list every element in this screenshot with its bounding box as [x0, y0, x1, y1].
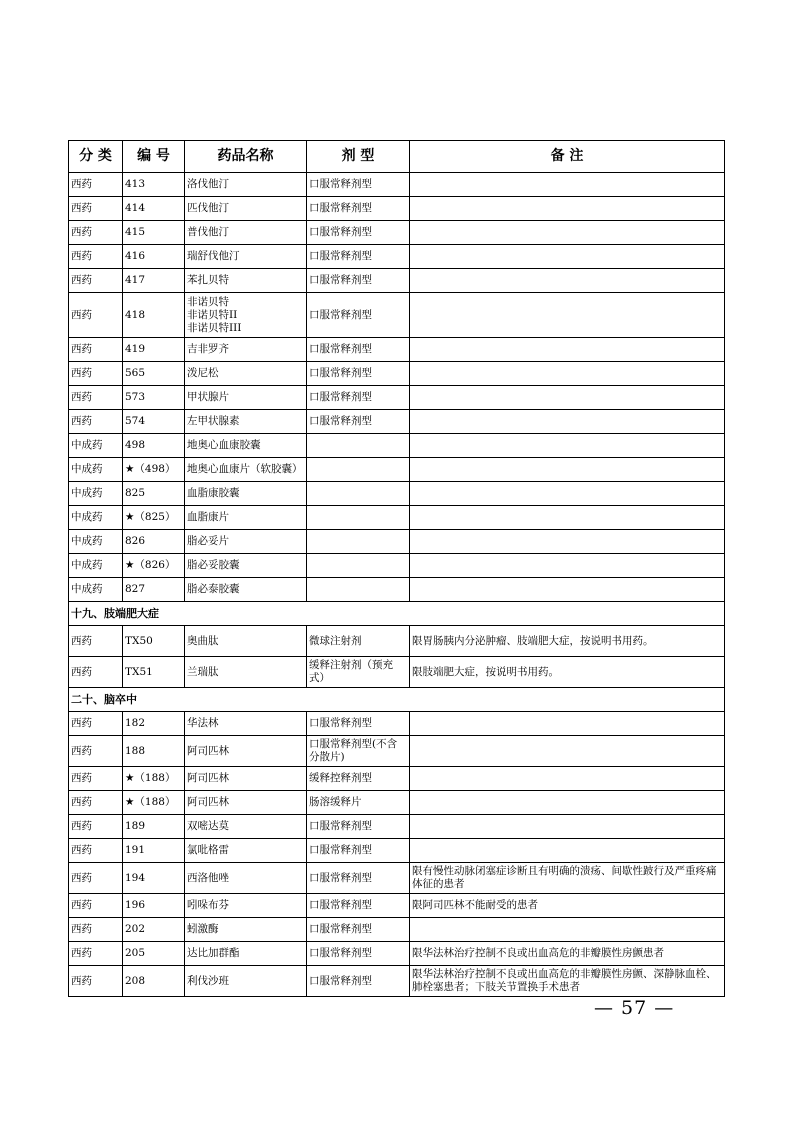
cell-drug-name: 氯吡格雷: [185, 839, 307, 863]
drug-table: [68, 140, 725, 997]
header-dosage-form: 剂 型: [307, 141, 410, 173]
cell-drug-name: 洛伐他汀: [185, 173, 307, 197]
cell-category: 中成药: [69, 554, 123, 578]
cell-category: 西药: [69, 791, 123, 815]
cell-number: 417: [123, 269, 185, 293]
section-row: [69, 688, 725, 712]
cell-category: 西药: [69, 173, 123, 197]
cell-drug-name: 脂必妥片: [185, 530, 307, 554]
cell-category: 西药: [69, 197, 123, 221]
table-row: [69, 863, 725, 894]
cell-drug-name: 匹伐他汀: [185, 197, 307, 221]
table-row: [69, 791, 725, 815]
cell-number: 574: [123, 410, 185, 434]
cell-drug-name: 吉非罗齐: [185, 338, 307, 362]
cell-number: ★（188）: [123, 767, 185, 791]
cell-number: 827: [123, 578, 185, 602]
cell-remark: [410, 197, 725, 221]
cell-number: ★（498）: [123, 458, 185, 482]
cell-drug-name: 利伐沙班: [185, 966, 307, 997]
cell-dosage-form: 口服常释剂型: [307, 815, 410, 839]
table-row: [69, 554, 725, 578]
cell-drug-name: 阿司匹林: [185, 767, 307, 791]
cell-dosage-form: 口服常释剂型: [307, 712, 410, 736]
cell-number: 189: [123, 815, 185, 839]
cell-category: 中成药: [69, 458, 123, 482]
cell-dosage-form: 口服常释剂型: [307, 942, 410, 966]
cell-drug-name: 脂必泰胶囊: [185, 578, 307, 602]
cell-remark: [410, 767, 725, 791]
cell-category: 西药: [69, 657, 123, 688]
cell-number: 194: [123, 863, 185, 894]
cell-dosage-form: [307, 554, 410, 578]
cell-drug-name: 血脂康片: [185, 506, 307, 530]
cell-number: 208: [123, 966, 185, 997]
cell-number: 416: [123, 245, 185, 269]
cell-dosage-form: 缓释控释剂型: [307, 767, 410, 791]
cell-remark: [410, 293, 725, 338]
cell-drug-name: 脂必妥胶囊: [185, 554, 307, 578]
cell-dosage-form: 口服常释剂型: [307, 221, 410, 245]
cell-category: 中成药: [69, 530, 123, 554]
cell-dosage-form: [307, 530, 410, 554]
table-row: [69, 626, 725, 657]
cell-dosage-form: 口服常释剂型: [307, 918, 410, 942]
table-row: [69, 410, 725, 434]
cell-remark: [410, 245, 725, 269]
cell-category: 西药: [69, 386, 123, 410]
cell-category: 西药: [69, 362, 123, 386]
cell-number: ★（826）: [123, 554, 185, 578]
cell-category: 中成药: [69, 434, 123, 458]
cell-dosage-form: 口服常释剂型: [307, 293, 410, 338]
header-category: 分 类: [69, 141, 123, 173]
cell-dosage-form: 口服常释剂型: [307, 269, 410, 293]
cell-number: TX50: [123, 626, 185, 657]
cell-remark: 限肢端肥大症，按说明书用药。: [410, 657, 725, 688]
cell-drug-name: 地奥心血康片（软胶囊）: [185, 458, 307, 482]
cell-dosage-form: [307, 434, 410, 458]
cell-category: 西药: [69, 338, 123, 362]
cell-drug-name: 瑞舒伐他汀: [185, 245, 307, 269]
cell-category: 西药: [69, 736, 123, 767]
cell-number: TX51: [123, 657, 185, 688]
cell-number: 418: [123, 293, 185, 338]
cell-remark: [410, 815, 725, 839]
drug-name-line: 非诺贝特III: [187, 321, 242, 334]
cell-category: 西药: [69, 966, 123, 997]
header-remarks: 备 注: [410, 141, 725, 173]
cell-number: 825: [123, 482, 185, 506]
table-row: [69, 506, 725, 530]
cell-remark: [410, 269, 725, 293]
cell-category: 中成药: [69, 482, 123, 506]
cell-drug-name: 蚓激酶: [185, 918, 307, 942]
cell-category: 西药: [69, 839, 123, 863]
table-row: [69, 942, 725, 966]
cell-dosage-form: 口服常释剂型: [307, 173, 410, 197]
table-row: [69, 458, 725, 482]
table-row: [69, 221, 725, 245]
table-row: [69, 578, 725, 602]
cell-remark: 限华法林治疗控制不良或出血高危的非瓣膜性房颤患者: [410, 942, 725, 966]
cell-drug-name: 达比加群酯: [185, 942, 307, 966]
cell-category: 西药: [69, 894, 123, 918]
table-row: [69, 530, 725, 554]
cell-category: 西药: [69, 815, 123, 839]
cell-category: 西药: [69, 269, 123, 293]
table-row: [69, 966, 725, 997]
cell-number: 419: [123, 338, 185, 362]
table-row: [69, 918, 725, 942]
cell-remark: [410, 839, 725, 863]
cell-category: 西药: [69, 293, 123, 338]
cell-dosage-form: 口服常释剂型: [307, 338, 410, 362]
cell-drug-name: 血脂康胶囊: [185, 482, 307, 506]
cell-dosage-form: 口服常释剂型: [307, 966, 410, 997]
section-title: 十九、肢端肥大症: [69, 602, 725, 626]
table-row: [69, 657, 725, 688]
cell-drug-name: 奥曲肽: [185, 626, 307, 657]
cell-drug-name: [185, 293, 307, 338]
cell-category: 中成药: [69, 506, 123, 530]
cell-dosage-form: 肠溶缓释片: [307, 791, 410, 815]
cell-dosage-form: 微球注射剂: [307, 626, 410, 657]
table-row: [69, 269, 725, 293]
cell-dosage-form: [307, 578, 410, 602]
cell-drug-name: 华法林: [185, 712, 307, 736]
table-row: [69, 293, 725, 338]
table-row: [69, 173, 725, 197]
cell-category: 西药: [69, 410, 123, 434]
cell-drug-name: 左甲状腺素: [185, 410, 307, 434]
cell-remark: [410, 918, 725, 942]
header-drug-name: 药品名称: [185, 141, 307, 173]
cell-remark: [410, 338, 725, 362]
cell-number: 573: [123, 386, 185, 410]
cell-remark: [410, 458, 725, 482]
cell-category: 西药: [69, 767, 123, 791]
cell-number: 191: [123, 839, 185, 863]
cell-number: 414: [123, 197, 185, 221]
cell-remark: [410, 386, 725, 410]
section-title: 二十、脑卒中: [69, 688, 725, 712]
cell-dosage-form: 缓释注射剂（预充式）: [307, 657, 410, 688]
cell-dosage-form: 口服常释剂型: [307, 863, 410, 894]
cell-number: 182: [123, 712, 185, 736]
cell-remark: [410, 791, 725, 815]
table-row: [69, 839, 725, 863]
table-row: [69, 362, 725, 386]
cell-number: ★（825）: [123, 506, 185, 530]
cell-number: ★（188）: [123, 791, 185, 815]
table-row: [69, 197, 725, 221]
cell-dosage-form: 口服常释剂型: [307, 245, 410, 269]
table-row: [69, 338, 725, 362]
cell-remark: [410, 221, 725, 245]
cell-drug-name: 泼尼松: [185, 362, 307, 386]
cell-remark: [410, 362, 725, 386]
cell-drug-name: 双嘧达莫: [185, 815, 307, 839]
cell-dosage-form: 口服常释剂型(不含分散片): [307, 736, 410, 767]
table-row: [69, 482, 725, 506]
table-row: [69, 736, 725, 767]
cell-remark: [410, 712, 725, 736]
cell-drug-name: 苯扎贝特: [185, 269, 307, 293]
cell-drug-name: 地奥心血康胶囊: [185, 434, 307, 458]
cell-dosage-form: 口服常释剂型: [307, 197, 410, 221]
cell-dosage-form: [307, 506, 410, 530]
cell-dosage-form: 口服常释剂型: [307, 410, 410, 434]
table-row: [69, 245, 725, 269]
section-row: [69, 602, 725, 626]
cell-remark: [410, 506, 725, 530]
cell-dosage-form: 口服常释剂型: [307, 386, 410, 410]
cell-number: 202: [123, 918, 185, 942]
drug-name-line: 非诺贝特II: [187, 308, 238, 321]
cell-category: 西药: [69, 942, 123, 966]
table-row: [69, 894, 725, 918]
header-number: 编 号: [123, 141, 185, 173]
cell-remark: 限胃肠胰内分泌肿瘤、肢端肥大症，按说明书用药。: [410, 626, 725, 657]
drug-name-line: 非诺贝特: [187, 295, 229, 308]
table-row: [69, 712, 725, 736]
cell-remark: [410, 736, 725, 767]
cell-number: 498: [123, 434, 185, 458]
cell-remark: [410, 530, 725, 554]
table-row: [69, 815, 725, 839]
cell-remark: [410, 173, 725, 197]
cell-category: 西药: [69, 245, 123, 269]
cell-category: 西药: [69, 712, 123, 736]
cell-dosage-form: [307, 482, 410, 506]
table-header-row: [69, 141, 725, 173]
cell-remark: [410, 410, 725, 434]
cell-remark: [410, 434, 725, 458]
cell-category: 西药: [69, 918, 123, 942]
cell-remark: 限阿司匹林不能耐受的患者: [410, 894, 725, 918]
cell-category: 中成药: [69, 578, 123, 602]
table-row: [69, 434, 725, 458]
cell-dosage-form: [307, 458, 410, 482]
table-row: [69, 767, 725, 791]
cell-drug-name: 兰瑞肽: [185, 657, 307, 688]
cell-number: 413: [123, 173, 185, 197]
cell-number: 205: [123, 942, 185, 966]
cell-category: 西药: [69, 863, 123, 894]
cell-drug-name: 阿司匹林: [185, 736, 307, 767]
cell-remark: [410, 578, 725, 602]
table-row: [69, 386, 725, 410]
cell-drug-name: 甲状腺片: [185, 386, 307, 410]
cell-number: 188: [123, 736, 185, 767]
page-number: — 57 —: [594, 997, 675, 1019]
cell-drug-name: 阿司匹林: [185, 791, 307, 815]
cell-number: 565: [123, 362, 185, 386]
cell-remark: [410, 554, 725, 578]
cell-remark: 限有慢性动脉闭塞症诊断且有明确的溃疡、间歇性跛行及严重疼痛体征的患者: [410, 863, 725, 894]
cell-dosage-form: 口服常释剂型: [307, 839, 410, 863]
cell-remark: 限华法林治疗控制不良或出血高危的非瓣膜性房颤、深静脉血栓、肺栓塞患者；下肢关节置换手术患者: [410, 966, 725, 997]
cell-drug-name: 吲哚布芬: [185, 894, 307, 918]
cell-category: 西药: [69, 221, 123, 245]
cell-number: 826: [123, 530, 185, 554]
cell-drug-name: 普伐他汀: [185, 221, 307, 245]
table-body: [69, 173, 725, 997]
cell-category: 西药: [69, 626, 123, 657]
cell-number: 196: [123, 894, 185, 918]
cell-drug-name: 西洛他唑: [185, 863, 307, 894]
cell-remark: [410, 482, 725, 506]
cell-dosage-form: 口服常释剂型: [307, 894, 410, 918]
cell-number: 415: [123, 221, 185, 245]
cell-dosage-form: 口服常释剂型: [307, 362, 410, 386]
